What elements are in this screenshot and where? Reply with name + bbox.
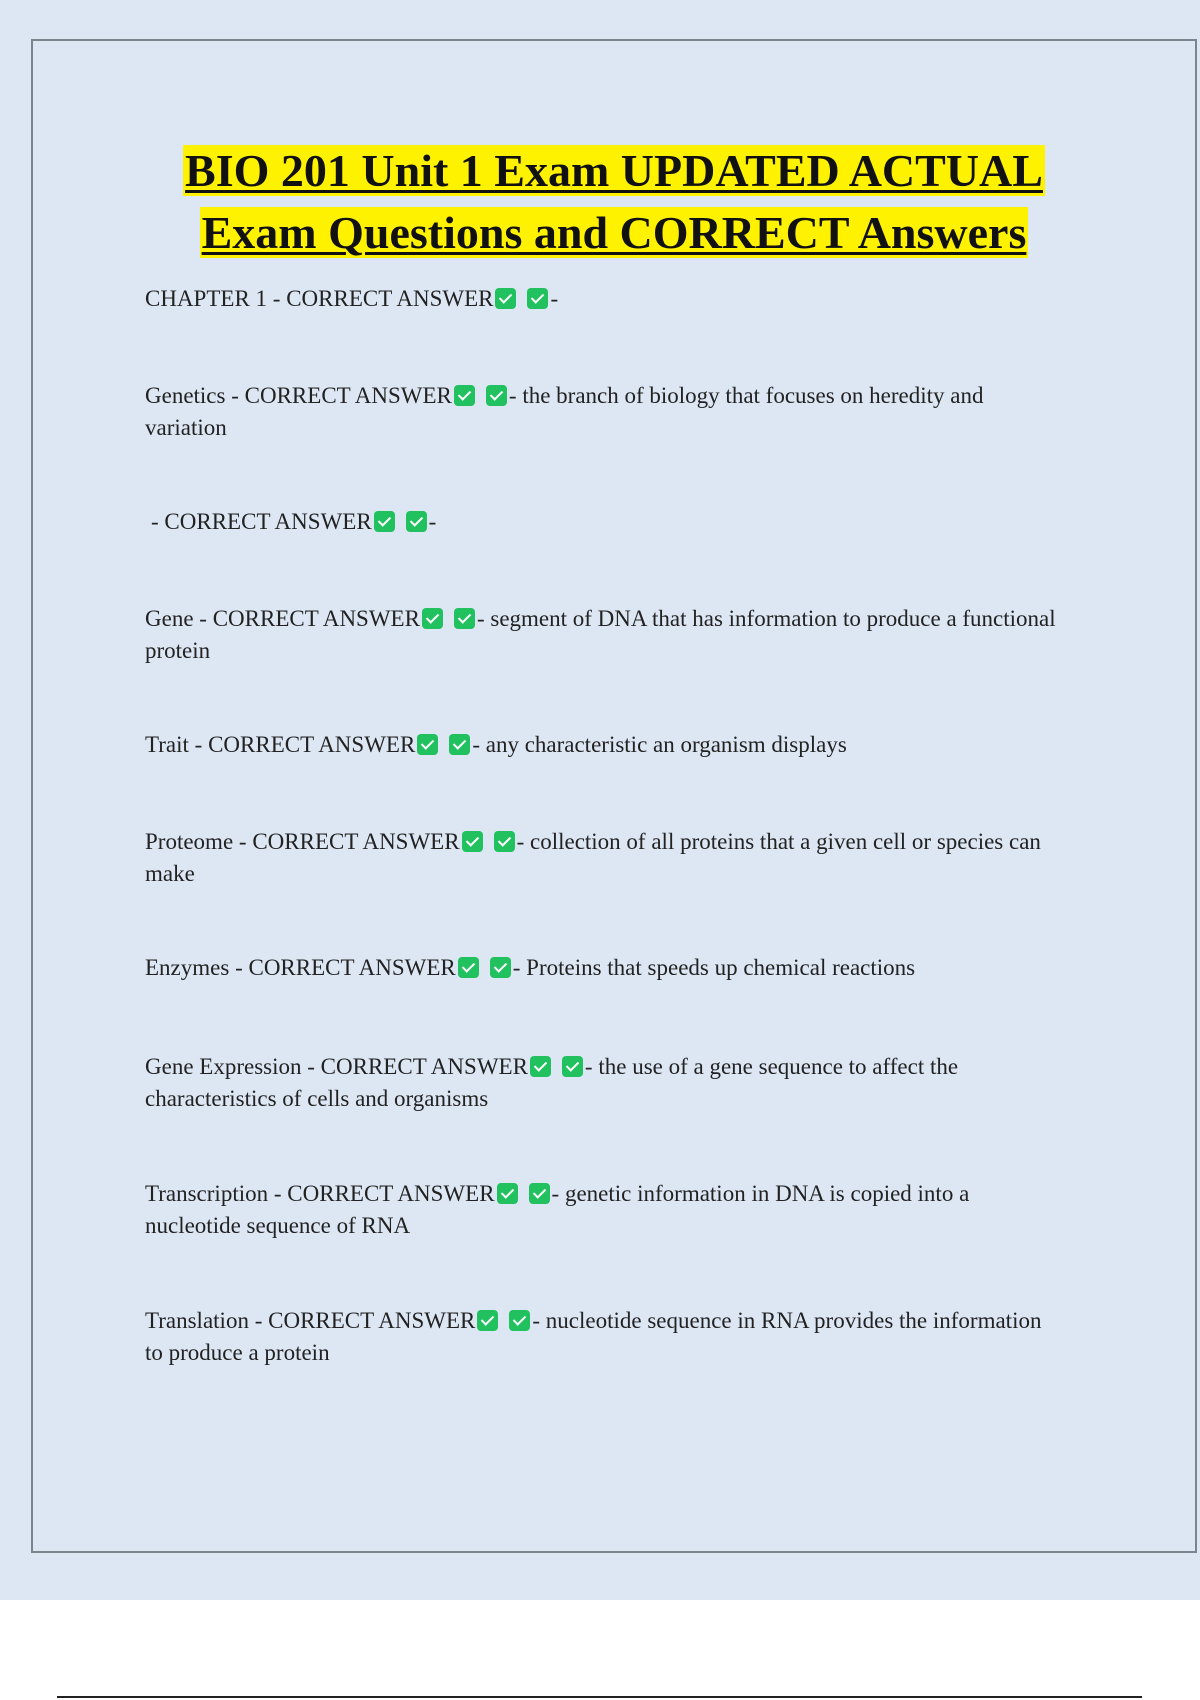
list-item: Gene - CORRECT ANSWER - segment of DNA that has information to produce a functional protein bbox=[145, 606, 1056, 663]
check-mark-icon bbox=[529, 1183, 550, 1204]
answer-label: CORRECT ANSWER bbox=[248, 955, 456, 980]
entry-term: Trait bbox=[145, 732, 189, 757]
check-mark-icon bbox=[477, 1310, 498, 1331]
entry-definition: the use of a gene sequence to affect the characteristics of cells and organisms bbox=[145, 1054, 959, 1111]
entry-term: Transcription bbox=[145, 1181, 269, 1206]
check-mark-icon bbox=[449, 734, 470, 755]
entry-definition: any characteristic an organism displays bbox=[485, 732, 847, 757]
entry-list bbox=[145, 283, 1065, 1369]
list-item: Proteome - CORRECT ANSWER - collection of all proteins that a given cell or species can make bbox=[145, 829, 1041, 886]
check-mark-icon bbox=[562, 1056, 583, 1077]
entry-definition: Proteins that speeds up chemical reactions bbox=[526, 955, 916, 980]
list-item: Transcription - CORRECT ANSWER - genetic information in DNA is copied into a nucleotide sequence of RNA bbox=[145, 1181, 970, 1238]
answer-label: CORRECT ANSWER bbox=[244, 383, 452, 408]
entry-term: Translation bbox=[145, 1308, 249, 1333]
entry-definition: segment of DNA that has information to produce a functional protein bbox=[145, 606, 1056, 663]
entry-term: Gene Expression bbox=[145, 1054, 302, 1079]
answer-label: CORRECT ANSWER bbox=[252, 829, 460, 854]
check-mark-icon bbox=[458, 957, 479, 978]
check-mark-icon bbox=[374, 511, 395, 532]
entry-definition: the branch of biology that focuses on heredity and variation bbox=[145, 383, 984, 440]
footer-divider bbox=[57, 1696, 1142, 1698]
list-item: Gene Expression - CORRECT ANSWER - the use of a gene sequence to affect the characteristics of cells and organisms bbox=[145, 1054, 959, 1111]
answer-label: CORRECT ANSWER bbox=[286, 286, 494, 311]
check-mark-icon bbox=[490, 957, 511, 978]
title-line-1: BIO 201 Unit 1 Exam UPDATED ACTUAL bbox=[185, 145, 1043, 196]
entry-definition: genetic information in DNA is copied into a nucleotide sequence of RNA bbox=[145, 1181, 970, 1238]
answer-label: CORRECT ANSWER bbox=[212, 606, 420, 631]
answer-label: CORRECT ANSWER bbox=[287, 1181, 495, 1206]
check-mark-icon bbox=[509, 1310, 530, 1331]
check-mark-icon bbox=[486, 385, 507, 406]
list-item: - CORRECT ANSWER - bbox=[151, 509, 437, 534]
check-mark-icon bbox=[417, 734, 438, 755]
entry-definition: nucleotide sequence in RNA provides the information to produce a protein bbox=[145, 1308, 1042, 1365]
entry-term: Gene bbox=[145, 606, 194, 631]
document-title bbox=[31, 140, 1197, 264]
entry-term: Proteome bbox=[145, 829, 234, 854]
check-mark-icon bbox=[462, 831, 483, 852]
list-item: CHAPTER 1 - CORRECT ANSWER - bbox=[145, 286, 559, 311]
list-item: Genetics - CORRECT ANSWER - the branch of biology that focuses on heredity and variation bbox=[145, 383, 984, 440]
answer-label: CORRECT ANSWER bbox=[320, 1054, 528, 1079]
answer-label: CORRECT ANSWER bbox=[164, 509, 372, 534]
check-mark-icon bbox=[497, 1183, 518, 1204]
check-mark-icon bbox=[406, 511, 427, 532]
answer-label: CORRECT ANSWER bbox=[268, 1308, 476, 1333]
check-mark-icon bbox=[527, 288, 548, 309]
answer-label: CORRECT ANSWER bbox=[208, 732, 416, 757]
entry-term: CHAPTER 1 bbox=[145, 286, 268, 311]
list-item: Trait - CORRECT ANSWER - any characteristic an organism displays bbox=[145, 732, 847, 757]
check-mark-icon bbox=[494, 831, 515, 852]
check-mark-icon bbox=[422, 608, 443, 629]
entry-term: Enzymes bbox=[145, 955, 230, 980]
list-item: Translation - CORRECT ANSWER - nucleotide sequence in RNA provides the information to produce a protein bbox=[145, 1308, 1042, 1365]
check-mark-icon bbox=[454, 385, 475, 406]
check-mark-icon bbox=[495, 288, 516, 309]
check-mark-icon bbox=[530, 1056, 551, 1077]
title-line-2: Exam Questions and CORRECT Answers bbox=[201, 207, 1027, 258]
entry-term: Genetics bbox=[145, 383, 226, 408]
check-mark-icon bbox=[454, 608, 475, 629]
entry-definition: collection of all proteins that a given cell or species can make bbox=[145, 829, 1041, 886]
list-item: Enzymes - CORRECT ANSWER - Proteins that speeds up chemical reactions bbox=[145, 955, 916, 980]
